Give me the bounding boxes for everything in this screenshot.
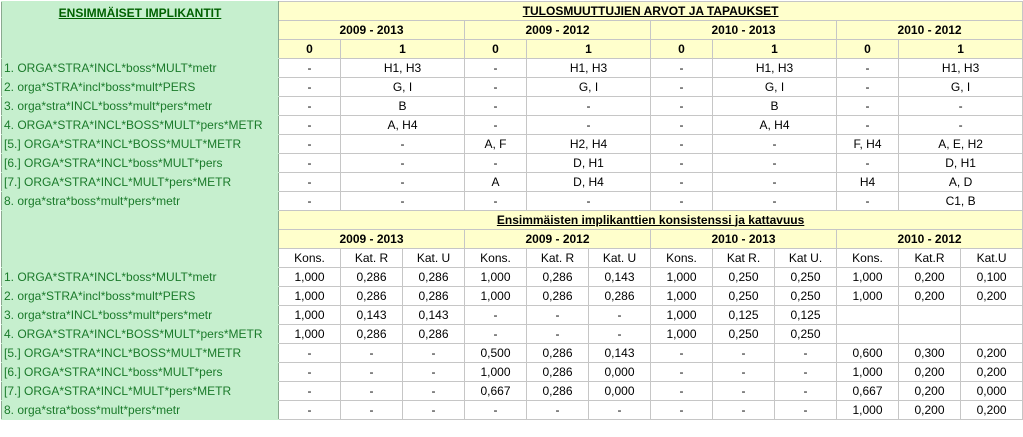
measure-cell: 0,286 [341,287,403,306]
measure-row [2,344,1023,363]
measure-cell [837,306,899,325]
measure-cell: 0,143 [403,306,465,325]
measure-header: Kons. [465,249,527,268]
case-cell: - [465,192,527,211]
outcome-value: 0 [279,40,341,59]
period-header: 2010 - 2012 [837,230,1023,249]
case-cell: - [713,135,837,154]
implicant-label: [6.] ORGA*STRA*INCL*boss*MULT*pers [2,154,279,173]
case-cell: A [465,173,527,192]
case-cell: - [279,154,341,173]
case-cell: - [341,135,465,154]
outcome-value: 0 [837,40,899,59]
measure-cell: 0,286 [527,268,589,287]
case-cell: H1, H3 [527,59,651,78]
case-cell: - [651,97,713,116]
measure-cell: - [341,382,403,401]
measure-cell: 1,000 [651,268,713,287]
left-header: ENSIMMÄISET IMPLIKANTIT [2,2,279,59]
case-cell: - [341,192,465,211]
case-cell: - [527,192,651,211]
measure-cell: 0,286 [403,287,465,306]
case-row [2,78,1023,97]
measure-cell: 0,200 [961,363,1023,382]
case-cell: A, H4 [713,116,837,135]
measure-cell: 0,500 [465,344,527,363]
measure-cell [899,306,961,325]
outcome-value: 1 [341,40,465,59]
case-row [2,192,1023,211]
case-cell: - [837,97,899,116]
case-cell: G, I [341,78,465,97]
implicant-label: [7.] ORGA*STRA*INCL*MULT*pers*METR [2,173,279,192]
measure-cell: - [775,382,837,401]
case-cell: - [465,78,527,97]
measure-cell: 1,000 [279,287,341,306]
measure-cell: - [279,344,341,363]
measure-cell: 0,125 [775,306,837,325]
measure-header: Kons. [651,249,713,268]
case-cell: - [837,116,899,135]
second-title: Ensimmäisten implikanttien konsistenssi ja kattavuus [279,211,1023,230]
measure-cell [899,325,961,344]
measure-cell: 1,000 [651,306,713,325]
measure-row [2,325,1023,344]
case-cell: G, I [899,78,1023,97]
measure-cell: 0,667 [837,382,899,401]
measure-cell: 0,286 [341,268,403,287]
measure-cell: 0,200 [899,268,961,287]
measure-header: Kat. U [589,249,651,268]
case-row [2,154,1023,173]
case-cell: A, D [899,173,1023,192]
implicant-label: 1. ORGA*STRA*INCL*boss*MULT*metr [2,59,279,78]
case-row [2,173,1023,192]
measure-cell: - [403,401,465,420]
implicant-label: 4. ORGA*STRA*INCL*BOSS*MULT*pers*METR [2,116,279,135]
measure-cell: 0,200 [961,344,1023,363]
measure-cell: - [465,325,527,344]
measure-cell: - [279,363,341,382]
measure-cell: - [589,401,651,420]
measure-row [2,306,1023,325]
case-cell: H1, H3 [713,59,837,78]
measure-cell: - [403,382,465,401]
case-cell: - [279,135,341,154]
measure-cell: 1,000 [465,363,527,382]
implicant-label: 3. orga*stra*INCL*boss*mult*pers*metr [2,97,279,116]
measure-cell [837,325,899,344]
case-cell: D, H1 [899,154,1023,173]
measure-row [2,268,1023,287]
outcome-value: 1 [527,40,651,59]
measure-cell: - [651,363,713,382]
case-cell: - [713,192,837,211]
period-header: 2010 - 2013 [651,21,837,40]
measure-cell: 0,286 [527,287,589,306]
period-header: 2009 - 2012 [465,230,651,249]
measure-cell: 0,300 [899,344,961,363]
measure-cell: - [713,382,775,401]
measure-cell: - [341,401,403,420]
measure-cell: - [713,401,775,420]
measure-cell: - [775,344,837,363]
implicant-label: 1. ORGA*STRA*INCL*boss*MULT*metr [2,268,279,287]
measure-cell: - [527,401,589,420]
measure-cell: - [713,344,775,363]
measure-cell: 1,000 [837,287,899,306]
measure-cell: 0,200 [899,382,961,401]
results-table [1,1,1023,420]
measure-cell: 0,286 [403,268,465,287]
case-cell: - [651,154,713,173]
measure-cell: - [775,363,837,382]
case-cell: - [527,97,651,116]
case-cell: - [651,192,713,211]
measure-cell: 0,200 [961,287,1023,306]
measure-cell: - [465,401,527,420]
case-cell: H1, H3 [341,59,465,78]
measure-cell: 0,250 [713,287,775,306]
period-header: 2010 - 2012 [837,21,1023,40]
measure-cell: 0,000 [589,363,651,382]
measure-cell: 0,200 [961,401,1023,420]
measure-header: Kat. R [341,249,403,268]
case-cell: - [279,59,341,78]
case-cell: - [651,78,713,97]
case-cell: - [341,154,465,173]
measure-cell: 0,286 [403,325,465,344]
case-cell: - [837,154,899,173]
case-cell: - [527,116,651,135]
period-header: 2009 - 2012 [465,21,651,40]
measure-header: Kons. [279,249,341,268]
measure-cell: 0,250 [775,268,837,287]
measure-header: Kat.R [899,249,961,268]
measure-cell: 0,000 [961,382,1023,401]
measure-cell: 0,286 [589,287,651,306]
measure-cell: 0,125 [713,306,775,325]
case-cell: G, I [527,78,651,97]
measure-cell: 1,000 [279,268,341,287]
measure-cell: 1,000 [651,287,713,306]
case-cell: - [279,173,341,192]
measure-cell: 0,286 [527,363,589,382]
measure-header: Kat U. [775,249,837,268]
case-cell: - [651,116,713,135]
case-cell: A, F [465,135,527,154]
case-cell: A, E, H2 [899,135,1023,154]
case-cell: - [465,154,527,173]
period-header: 2009 - 2013 [279,230,465,249]
measure-cell: 1,000 [279,325,341,344]
case-cell: - [837,78,899,97]
measure-cell: 0,200 [899,401,961,420]
measure-cell: 0,250 [775,325,837,344]
measure-cell: - [465,306,527,325]
case-cell: B [713,97,837,116]
implicant-label: [5.] ORGA*STRA*INCL*BOSS*MULT*METR [2,344,279,363]
implicant-label: [5.] ORGA*STRA*INCL*BOSS*MULT*METR [2,135,279,154]
measure-cell: - [279,382,341,401]
measure-cell: - [775,401,837,420]
measure-cell: 0,250 [775,287,837,306]
case-row [2,59,1023,78]
case-cell: - [651,135,713,154]
measure-cell: - [341,344,403,363]
measure-cell: 0,100 [961,268,1023,287]
measure-cell [961,306,1023,325]
case-cell: - [899,97,1023,116]
implicant-label: [6.] ORGA*STRA*INCL*boss*MULT*pers [2,363,279,382]
measure-cell: - [403,344,465,363]
measure-cell: 0,250 [713,325,775,344]
measure-cell: - [279,401,341,420]
measure-cell: - [713,363,775,382]
measure-cell: - [589,325,651,344]
outcome-value: 0 [651,40,713,59]
case-row [2,135,1023,154]
measure-cell: - [341,363,403,382]
measure-header: Kat.U [961,249,1023,268]
section-title-row [2,211,1023,230]
case-cell: H1, H3 [899,59,1023,78]
measure-cell: 0,286 [527,344,589,363]
measure-cell: - [651,344,713,363]
measure-cell: 0,143 [341,306,403,325]
measure-cell: - [527,325,589,344]
case-cell: D, H4 [527,173,651,192]
measure-cell: 0,200 [899,287,961,306]
measure-header: Kat R. [713,249,775,268]
case-cell: - [899,116,1023,135]
case-cell: - [651,173,713,192]
implicant-label: [7.] ORGA*STRA*INCL*MULT*pers*METR [2,382,279,401]
case-cell: - [651,59,713,78]
case-cell: A, H4 [341,116,465,135]
measure-cell: 0,667 [465,382,527,401]
case-cell: H4 [837,173,899,192]
left-blank [2,211,279,268]
case-cell: - [279,192,341,211]
case-row [2,116,1023,135]
measure-cell: 0,143 [589,344,651,363]
measure-cell: 1,000 [837,268,899,287]
case-cell: C1, B [899,192,1023,211]
measure-cell: - [403,363,465,382]
header-row [2,2,1023,21]
measure-row [2,401,1023,420]
implicant-label: 8. orga*stra*boss*mult*pers*metr [2,192,279,211]
case-cell: - [837,192,899,211]
measure-cell: 0,286 [527,382,589,401]
outcome-value: 1 [713,40,837,59]
measure-cell: - [527,306,589,325]
implicant-label: 2. orga*STRA*incl*boss*mult*PERS [2,287,279,306]
case-cell: - [465,116,527,135]
case-cell: B [341,97,465,116]
measure-cell: 0,143 [589,268,651,287]
implicant-label: 8. orga*stra*boss*mult*pers*metr [2,401,279,420]
case-cell: - [837,59,899,78]
measure-row [2,363,1023,382]
implicant-label: 2. orga*STRA*incl*boss*mult*PERS [2,78,279,97]
measure-cell [961,325,1023,344]
case-cell: - [713,173,837,192]
measure-cell: 0,200 [899,363,961,382]
measure-row [2,382,1023,401]
case-cell: - [713,154,837,173]
measure-cell: - [651,382,713,401]
measure-header: Kat. U [403,249,465,268]
case-cell: - [279,78,341,97]
implicant-label: 3. orga*stra*INCL*boss*mult*pers*metr [2,306,279,325]
measure-cell: 1,000 [651,325,713,344]
measure-cell: - [589,306,651,325]
measure-cell: 1,000 [837,363,899,382]
measure-cell: 1,000 [465,287,527,306]
top-title: TULOSMUUTTUJIEN ARVOT JA TAPAUKSET [279,2,1023,21]
case-cell: D, H1 [527,154,651,173]
measure-cell: - [651,401,713,420]
case-cell: - [341,173,465,192]
measure-cell: 0,600 [837,344,899,363]
measure-cell: 0,000 [589,382,651,401]
case-cell: F, H4 [837,135,899,154]
outcome-value: 1 [899,40,1023,59]
case-cell: - [279,116,341,135]
measure-cell: 0,286 [341,325,403,344]
period-header: 2010 - 2013 [651,230,837,249]
measure-cell: 1,000 [837,401,899,420]
measure-row [2,287,1023,306]
implicant-label: 4. ORGA*STRA*INCL*BOSS*MULT*pers*METR [2,325,279,344]
measure-header: Kat. R [527,249,589,268]
measure-cell: 1,000 [279,306,341,325]
case-cell: H2, H4 [527,135,651,154]
measure-cell: 1,000 [465,268,527,287]
outcome-value: 0 [465,40,527,59]
case-cell: - [465,97,527,116]
case-cell: - [465,59,527,78]
case-cell: - [279,97,341,116]
period-header: 2009 - 2013 [279,21,465,40]
measure-cell: 0,250 [713,268,775,287]
case-row [2,97,1023,116]
case-cell: G, I [713,78,837,97]
measure-header: Kons. [837,249,899,268]
